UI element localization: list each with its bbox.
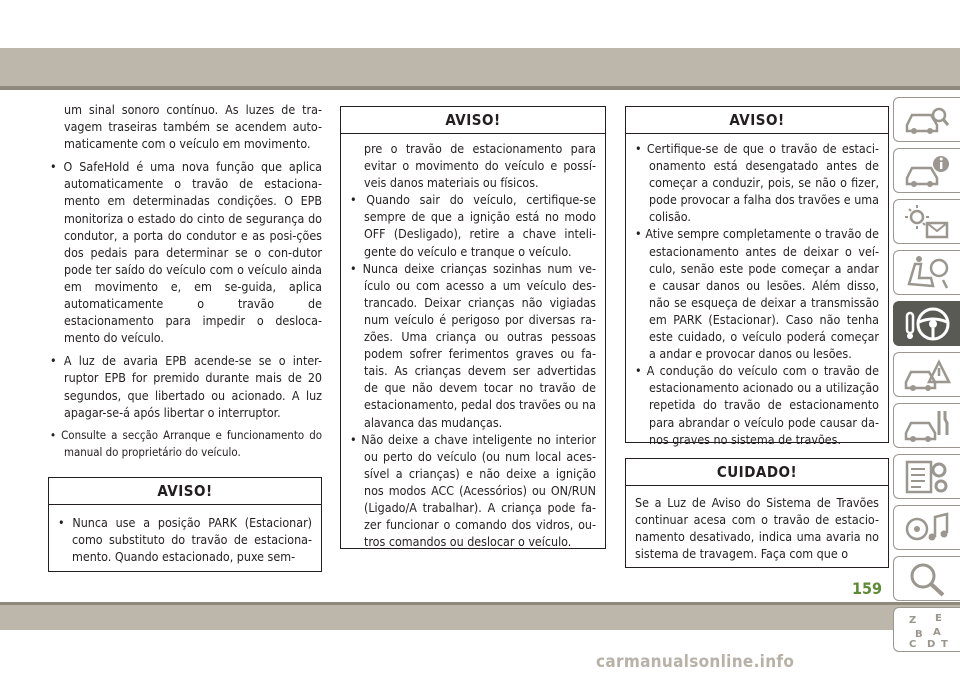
warning-box-2-item-2: • Nunca deixe crianças sozinhas num ve-ículo ou com acesso a um veículo des-trancado. Deixar crianças não vigiadas num veículo é perigoso por diversas ra-zões. Uma criança ou outras pessoas podem sofrer ferimentos graves ou fa-tais. As crianças devem ser advertidas de que não devem tocar no travão de estacionamento, pedal dos travões ou na alavanca das mudanças. xyxy=(350,260,596,430)
index-letter: T xyxy=(941,638,948,649)
caution-box-title: CUIDADO! xyxy=(626,459,888,486)
warning-box-3-item-2: • Ative sempre completamente o travão de estacionamento antes de deixar o veí-culo, senão este pode começar a andar e causar danos ou lesões. Além disso, não se esqueça de deixar a transmissão em PARK (Estacionar). Caso não tenha este cuidado, o veículo poderá começar a andar e provocar danos ou lesões. xyxy=(635,226,879,362)
paragraph-continuation: um sinal sonoro contínuo. As luzes de tra-vagem traseiras também se acendem auto-maticamente com o veículo em movimento. xyxy=(64,102,322,152)
warning-box-2-item-1: • Quando sair do veículo, certifique-se sempre de que a ignição está no modo OFF (Desligado), retire a chave inteli-gente do veículo e tranque o veículo. xyxy=(350,192,596,259)
bullet-safehold: • O SafeHold é uma nova função que aplica automaticamente o travão de estaciona-mento em determinadas condições. O EPB monitoriza o estado do cinto de segurança do condutor, a porta do condutor e as posi-ções dos pedais para determinar se o con-dutor pode ter saído do veículo com o veículo ainda em movimento e, em se-guida, aplica automaticamente o travão de estacionamento para impedir o desloca-mento do veículo. xyxy=(50,159,322,346)
warning-box-3-item-3: • A condução do veículo com o travão de estacionamento acionado ou a utilização repetida do travão de estacionamento para abrandar o veículo pode causar da-nos graves no sistema de travões. xyxy=(635,363,879,447)
top-band-line xyxy=(0,86,960,90)
tab-multimedia[interactable] xyxy=(893,505,960,550)
tab-steering-wheel[interactable] xyxy=(893,301,960,346)
tab-car-tools[interactable] xyxy=(893,403,960,448)
warning-box-1 xyxy=(48,477,322,572)
bottom-band xyxy=(0,602,960,630)
warning-box-2-title: AVISO! xyxy=(341,107,605,134)
car-warning-triangle-icon xyxy=(903,356,951,394)
top-band xyxy=(0,48,960,90)
index-letter: A xyxy=(933,626,941,638)
warning-box-2-continuation: pre o travão de estacionamento para evitar o movimento do veículo e possí-veis danos materiais ou físicos. xyxy=(364,141,596,191)
warning-lights-icon xyxy=(903,203,951,241)
warning-box-2-body xyxy=(341,134,605,550)
column-1 xyxy=(50,101,322,467)
tab-search[interactable] xyxy=(893,556,960,601)
multimedia-icon xyxy=(903,509,951,547)
index-letter: D xyxy=(927,638,936,649)
caution-box-body xyxy=(626,486,888,562)
car-search-icon xyxy=(903,101,951,139)
steering-wheel-icon xyxy=(903,305,951,343)
warning-box-2 xyxy=(340,106,606,549)
car-info-icon xyxy=(903,152,951,190)
warning-box-1-title: AVISO! xyxy=(49,478,321,505)
warning-box-1-body xyxy=(49,505,321,565)
warning-box-1-item: • Nunca use a posição PARK (Estacionar) como substituto do travão de estaciona-mento. Quando estacionado, puxe sem- xyxy=(58,515,312,565)
warning-box-3-item-1: • Certifique-se de que o travão de estaci-onamento está desengatado antes de começar a conduzir, pois, se não o fizer, pode provocar a falha dos travões e uma colisão. xyxy=(635,141,879,225)
airbag-seat-icon xyxy=(903,254,951,292)
caution-box-text: Se a Luz de Aviso do Sistema de Travões continuar acesa com o travão de estacio-namento desativado, indica uma avaria no sistema de travagem. Faça com que o xyxy=(635,495,879,562)
index-letter: Z xyxy=(909,614,917,626)
chapter-tabs xyxy=(893,97,960,658)
caution-box xyxy=(625,458,889,568)
tab-specs-list[interactable] xyxy=(893,454,960,499)
warning-box-3 xyxy=(625,106,889,447)
tab-car-warning[interactable] xyxy=(893,352,960,397)
tab-index[interactable] xyxy=(893,607,960,652)
car-tools-icon xyxy=(903,407,951,445)
tab-warning-lights[interactable] xyxy=(893,199,960,244)
alphabet-index-icon xyxy=(903,611,951,649)
tab-car-search[interactable] xyxy=(893,97,960,142)
warning-box-3-title: AVISO! xyxy=(626,107,888,134)
index-letter: C xyxy=(909,638,917,649)
index-letter: E xyxy=(935,612,942,624)
tab-airbag-seat[interactable] xyxy=(893,250,960,295)
page-number: 159 xyxy=(852,579,883,598)
bottom-band-line xyxy=(0,602,960,605)
warning-box-2-item-3: • Não deixe a chave inteligente no interior ou perto do veículo (ou num local aces-sível a crianças) e não deixe a ignição nos modos ACC (Acessórios) ou ON/RUN (Ligado/A trabalhar). A criança pode fa-zer funcionar o comando dos vidros, ou-tros comandos ou deslocar o veículo. xyxy=(350,431,596,550)
bullet-epb-light: • A luz de avaria EPB acende-se se o inter-ruptor EPB for premido durante mais de 20 segundos, que libertado ou acionado. A luz apagar-se-á após libertar o interruptor. xyxy=(50,353,322,420)
tab-car-info[interactable] xyxy=(893,148,960,193)
warning-box-3-body xyxy=(626,134,888,448)
bullet-reference: • Consulte a secção Arranque e funcionamento do manual do proprietário do veículo. xyxy=(50,427,322,459)
watermark: carmanualsonline.info xyxy=(596,652,795,672)
magnifier-icon xyxy=(903,560,951,598)
specs-list-icon xyxy=(903,458,951,496)
index-letter: B xyxy=(915,628,923,640)
